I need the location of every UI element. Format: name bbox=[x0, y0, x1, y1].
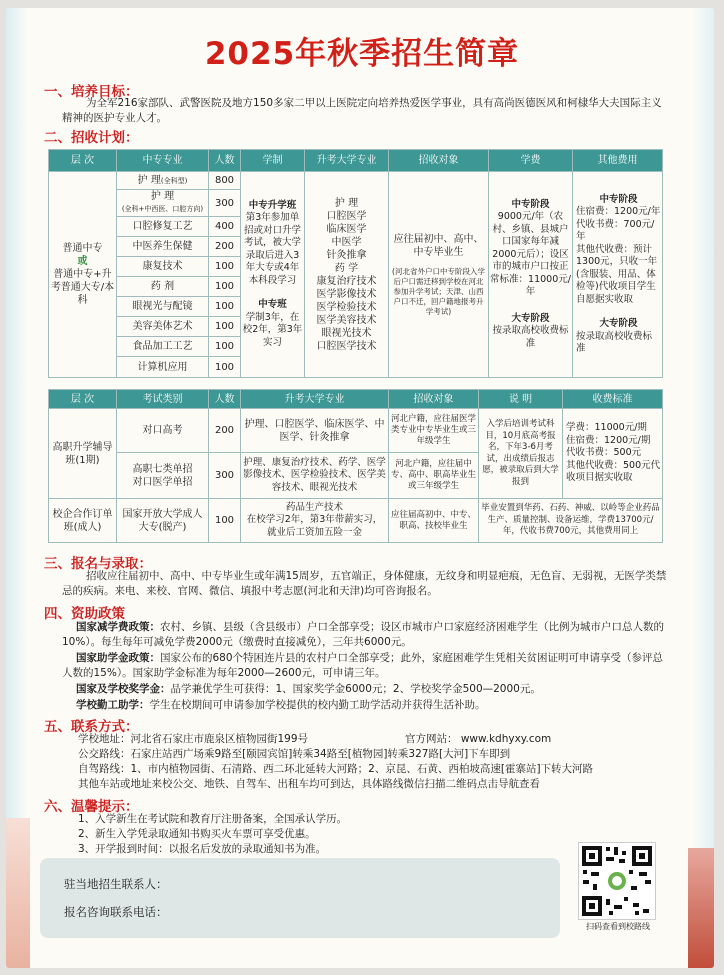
count-cell: 300 bbox=[209, 453, 241, 499]
tuition-college-body: 按录取高校收费标准 bbox=[492, 325, 569, 349]
count-cell: 200 bbox=[209, 409, 241, 453]
level-cell bbox=[49, 172, 117, 378]
target-note: (河北省外户口中专阶段入学后户口需迁移到学校在河北参加升学考试；天津、山西户口不迁，回户籍地报考升学考试) bbox=[392, 266, 485, 316]
aid-reduction: 国家减学费政策：农村、乡镇、县级（含县级市）户口全部享受；设区市城市户口家庭经济困难学生（比例为城市户口总人数的10%）。每生每年可减免学费2000元（缴费时直接减免），三年共6000元。 bbox=[62, 621, 664, 648]
table-header-cell: 升考大学专业 bbox=[305, 150, 389, 172]
target-main: 应往届初中、高中、中专毕业生 bbox=[393, 233, 484, 258]
aid-grant: 国家助学金政策：国家公布的680个特困连片县的农村户口全部享受；此外，家庭困难学生凭相关贫困证明可申请享受（参评总人数的15%）。国家助学金标准为每年2000—2600元，可申请三年。 bbox=[62, 652, 664, 679]
major-cell: 计算机应用 bbox=[117, 357, 209, 378]
target-cell: 应往届高初中、中专、职高、技校毕业生 bbox=[389, 499, 479, 543]
table-header-cell: 收费标准 bbox=[563, 390, 663, 409]
page-title: 2025年秋季招生简章 bbox=[204, 36, 520, 72]
level-a: 普通中专 bbox=[62, 243, 103, 254]
table-header-cell: 人数 bbox=[209, 150, 241, 172]
fee-cell: 学费：11000元/期 住宿费：1200元/期 代收书费：500元 其他代收费：500元代收项目据实收取 bbox=[563, 409, 663, 499]
section-heading-tips: 六、温馨提示： bbox=[44, 799, 139, 815]
target-cell: 河北户籍，应往届中专、高中、职高毕业生或三年级学生 bbox=[389, 453, 479, 499]
count-cell: 300 bbox=[209, 190, 241, 217]
qr-code-icon[interactable] bbox=[578, 842, 656, 920]
level-cell: 校企合作订单班(成人) bbox=[49, 499, 117, 543]
upgrade-major-cell: 药品生产技术 在校学习2年，第3年带薪实习，就业后工资加五险一金 bbox=[241, 499, 389, 543]
school-website[interactable]: 官方网站： www.kdhyxy.com bbox=[405, 733, 552, 745]
table-header-cell: 学费 bbox=[489, 150, 573, 172]
enroll-text: 招收应往届初中、高中、中专毕业生或年满15周岁，五官端正，身体健康，无纹身和明显疤痕，无色盲、无弱视，无医学类禁忌的疾病。来电、来校、官网、微信、填报中考志愿(河北和天津)均可咨询报名。 bbox=[62, 570, 667, 597]
other-route: 其他车站或地址来校公交、地铁、自驾车、出租车均可到达，具体路线微信扫描二维码点击导航查看 bbox=[78, 778, 540, 790]
major-cell: 口腔修复工艺 bbox=[117, 217, 209, 237]
other-line: 住宿费：1200元/年 bbox=[576, 206, 661, 217]
tuition-body: 9000元/年（农村、乡镇、县城户口国家每年减2000元后）；设区市的城市户口按正常标准：11000元/年 bbox=[490, 211, 571, 298]
section-heading-contact: 五、联系方式： bbox=[44, 719, 139, 735]
college-prep-table bbox=[48, 389, 663, 543]
decorative-flag-right bbox=[688, 848, 714, 968]
exam-type-cell: 高职七类单招 对口医学单招 bbox=[117, 453, 209, 499]
table-header-cell: 中专专业 bbox=[117, 150, 209, 172]
count-cell: 100 bbox=[209, 337, 241, 357]
major-cell: 康复技术 bbox=[117, 257, 209, 277]
system-b-body: 学制3年，在校2年，第3年实习 bbox=[242, 311, 303, 348]
table-header-cell: 考试类别 bbox=[117, 390, 209, 409]
major-cell: 药 剂 bbox=[117, 277, 209, 297]
exam-type-cell: 国家开放大学成人大专(脱产) bbox=[117, 499, 209, 543]
major-cell: 眼视光与配镜 bbox=[117, 297, 209, 317]
major-cell: 护 理 (全科+中西医、口腔方向) bbox=[117, 190, 209, 217]
major-cell: 中医养生保健 bbox=[117, 237, 209, 257]
count-cell: 100 bbox=[209, 499, 241, 543]
table-header-cell: 招收对象 bbox=[389, 150, 489, 172]
recruiter-contact-box bbox=[40, 858, 560, 938]
goal-text: 为全军216家部队、武警医院及地方150多家二甲以上医院定向培养热爱医学事业，具有高尚医德医风和柯棣华大夫国际主义精神的医护专业人才。 bbox=[62, 97, 662, 124]
fee-cell: 毕业安置到华药、石药、神威、以岭等企业药品生产、质量控制、设备运维，学费13700元/年，代收书费700元，其他费用同上 bbox=[479, 499, 663, 543]
other-college-title: 大专阶段 bbox=[599, 318, 638, 329]
upgrade-major-cell: 护理、康复治疗技术、药学、医学影像技术、医学检验技术、医学美容技术、眼视光技术 bbox=[241, 453, 389, 499]
tip-item: 1、入学新生在考试院和教育厅注册备案，全国承认学历。 bbox=[78, 813, 348, 825]
table-header-cell: 学制 bbox=[241, 150, 305, 172]
qr-caption: 扫码查看到校路线 bbox=[586, 922, 650, 931]
major-cell: 食品加工工艺 bbox=[117, 337, 209, 357]
tuition-college-title: 大专阶段 bbox=[511, 312, 550, 324]
level-or: 或 bbox=[77, 256, 88, 267]
section-heading-aid: 四、资助政策 bbox=[44, 606, 125, 622]
drive-route: 自驾路线：1、市内植物园街、石清路、西二环北延转大河路；2、京昆、石黄、西柏坡高速[霍寨站]下转大河路 bbox=[78, 763, 594, 775]
aid-scholarship: 国家及学校奖学金：品学兼优学生可获得：1、国家奖学金6000元；2、学校奖学金500—2000元。 bbox=[76, 683, 541, 695]
other-college-body: 按录取高校收费标准 bbox=[576, 330, 653, 354]
decorative-right-border bbox=[692, 8, 714, 968]
section-heading-enroll: 三、报名与录取： bbox=[44, 556, 152, 572]
section-heading-goal: 一、培养目标： bbox=[44, 84, 139, 100]
system-b-title: 中专班 bbox=[258, 299, 287, 311]
exam-type-cell: 对口高考 bbox=[117, 409, 209, 453]
level-cell: 高职升学辅导班(1期) bbox=[49, 409, 117, 499]
table-header-cell: 层 次 bbox=[49, 150, 117, 172]
system-cell bbox=[241, 172, 305, 378]
count-cell: 100 bbox=[209, 357, 241, 378]
school-address: 学校地址：河北省石家庄市鹿泉区植物园街199号 bbox=[78, 733, 309, 745]
table-header-cell: 升考大学专业 bbox=[241, 390, 389, 409]
table-header-cell: 人数 bbox=[209, 390, 241, 409]
count-cell: 100 bbox=[209, 277, 241, 297]
count-cell: 200 bbox=[209, 237, 241, 257]
table-header-cell: 说 明 bbox=[479, 390, 563, 409]
count-cell: 800 bbox=[209, 172, 241, 190]
major-cell: 美容美体艺术 bbox=[117, 317, 209, 337]
aid-workstudy: 学校勤工助学：学生在校期间可申请参加学校提供的校内勤工助学活动并获得生活补助。 bbox=[76, 699, 486, 711]
decorative-flag-left bbox=[6, 818, 30, 968]
system-a-body: 第3年参加单招或对口升学考试，被大学录取后进入3年大专或4年本科段学习 bbox=[243, 212, 301, 286]
enrollment-table bbox=[48, 149, 663, 378]
upgrade-majors-cell: 护 理 口腔医学 临床医学 中医学 针灸推拿 药 学 康复治疗技术 医学影像技术 医学检验技术 医学美容技术 眼视光技术 口腔医学技术 bbox=[305, 172, 389, 378]
other-title: 中专阶段 bbox=[599, 193, 638, 205]
target-cell: 河北户籍，应往届医学类专业中专毕业生或三年级学生 bbox=[389, 409, 479, 453]
section-heading-plan: 二、招收计划： bbox=[44, 130, 139, 146]
recruiter-contact-label: 驻当地招生联系人： bbox=[64, 877, 168, 891]
count-cell: 100 bbox=[209, 297, 241, 317]
count-cell: 400 bbox=[209, 217, 241, 237]
major-cell: 护 理(全科型) bbox=[117, 172, 209, 190]
other-fees-cell bbox=[573, 172, 663, 378]
count-cell: 100 bbox=[209, 257, 241, 277]
upgrade-major-cell: 护理、口腔医学、临床医学、中医学、针灸推拿 bbox=[241, 409, 389, 453]
level-b: 普通中专+升考普通大专/本科 bbox=[50, 269, 115, 306]
tip-item: 3、开学报到时间：以报名后发放的录取通知书为准。 bbox=[78, 843, 327, 855]
note-cell: 入学后培训考试科目，10月底高考报名，下年3-6月考试，出成绩后报志愿，被录取后到大学报到 bbox=[479, 409, 563, 499]
tip-item: 2、新生入学凭录取通知书购买火车票可享受优惠。 bbox=[78, 828, 316, 840]
recruiter-phone-label: 报名咨询联系电话： bbox=[64, 905, 168, 919]
other-line: 代收书费：700元/年 bbox=[576, 218, 655, 242]
bus-route: 公交路线：石家庄站西广场乘9路至[颐园宾馆]转乘34路至[植物园]转乘327路[大河]下车即到 bbox=[78, 748, 511, 760]
other-line: 其他代收费：预计1300元，只收一年(含服装、用品、体检等)代收项目学生自愿据实收取 bbox=[576, 243, 658, 305]
tuition-title: 中专阶段 bbox=[511, 198, 550, 210]
count-cell: 100 bbox=[209, 317, 241, 337]
table-header-cell: 招收对象 bbox=[389, 390, 479, 409]
table-header-cell: 其他费用 bbox=[573, 150, 663, 172]
table-header-cell: 层 次 bbox=[49, 390, 117, 409]
target-cell bbox=[389, 172, 489, 378]
system-a-title: 中专升学班 bbox=[248, 199, 297, 211]
tuition-cell bbox=[489, 172, 573, 378]
